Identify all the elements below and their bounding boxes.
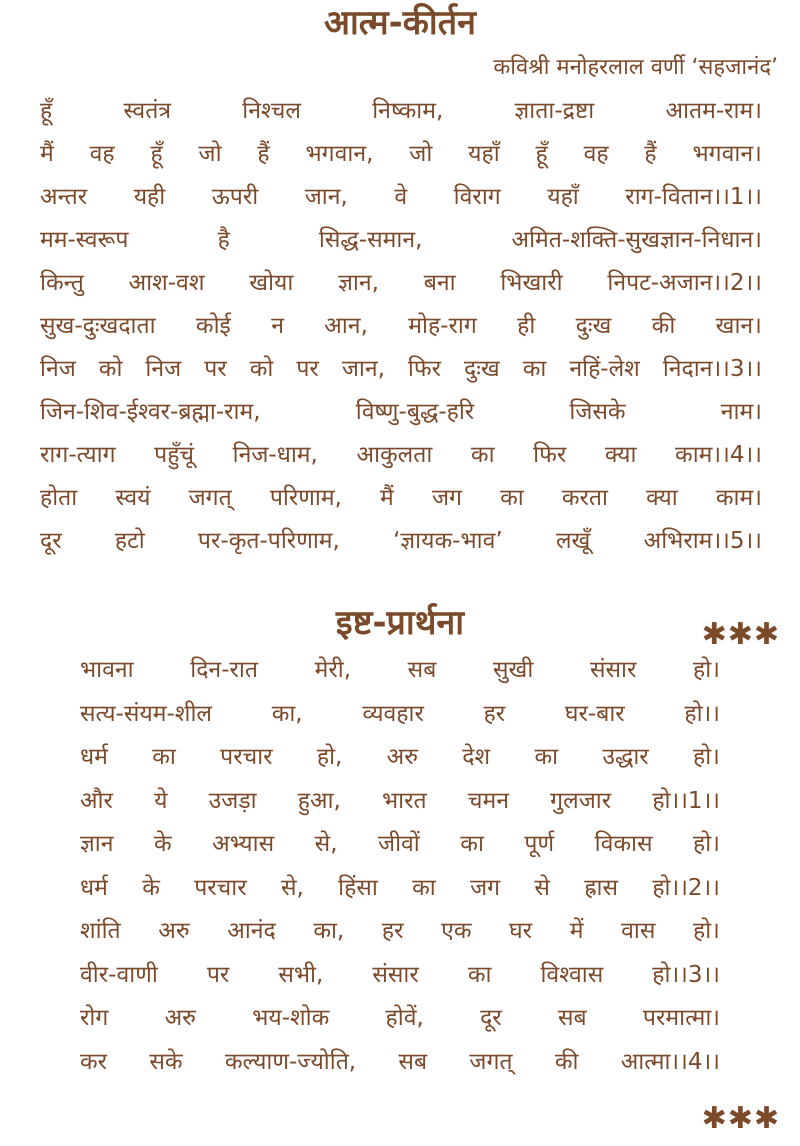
verse-word: न [271,313,284,339]
verse-word: जगत् [188,485,232,511]
verse-word: यहाँ [468,141,500,167]
verse-word: निपट-अजान।।2।। [607,270,762,296]
verse-word: देश [462,744,491,770]
verse-word: राग-वितान।।1।। [625,184,762,210]
verse-word: कल्याण-ज्योति, [224,1048,357,1075]
verse-word: हो।।3।। [652,961,720,988]
verse-word: हैं [257,141,270,167]
section2-verse-line-6 [80,874,720,901]
verse-word: पर [204,356,227,382]
verse-word: हो।। [684,700,720,727]
verse-word: हो। [692,918,720,944]
verse-word: पहुँचूं [154,442,195,468]
verse-word: जगत् [469,1048,513,1075]
verse-word: का [470,442,495,468]
verse-word: फिर [407,356,442,382]
verse-word: विकास [594,831,653,857]
verse-word: भावना [80,657,134,683]
verse-word: का, [313,918,345,944]
section1-verse-line-11 [40,530,762,553]
verse-word: की [651,313,676,339]
verse-word: विश्वास [540,961,604,988]
verse-word: क्या [604,442,637,468]
verse-word: विराग [453,184,501,210]
verse-word: निष्काम, [372,98,444,124]
verse-word: ऊपरी [211,184,259,210]
verse-word: फिर [533,442,567,468]
section2-verse-line-3 [80,746,720,769]
section2-title: इष्ट-प्रार्थना [335,603,465,643]
verse-word: का [467,961,492,988]
verse-word: मेरी, [314,657,352,683]
verse-word: दूर [40,528,62,554]
verse-word: पर [206,961,230,988]
verse-word: बना [423,270,456,296]
section1-verse-line-10 [40,487,762,510]
verse-word: आन, [324,313,368,339]
verse-word: को [98,356,123,382]
verse-word: यहाँ [547,184,579,210]
verse-word: होवें, [385,1005,424,1031]
section1-verse-line-3 [40,186,762,209]
verse-word: काम। [715,485,762,511]
verse-word: यही [133,184,166,210]
section1-verse-line-8 [40,401,762,424]
verse-word: संसार [372,961,419,988]
verse-word: हो। [693,744,720,770]
verse-word: मम-स्वरूप [40,227,129,253]
verse-word: अन्तर [40,184,88,210]
verse-word: सब [407,657,437,683]
verse-word: पूर्ण [524,831,555,857]
verse-word: पर-कृत-परिणाम, [197,528,340,554]
verse-word: वीर-वाणी [80,961,158,988]
verse-word: के [153,831,172,857]
verse-word: निश्चल [242,98,301,124]
verse-word: हर [381,918,404,944]
verse-word: दुःख [575,313,612,339]
verse-word: रोग [80,1005,109,1031]
verse-word: का [412,874,436,901]
verse-word: भगवान, [305,141,374,167]
section2-verse-line-8 [80,961,720,988]
verse-word: हैं [644,141,657,167]
verse-word: घर-बार [564,700,625,727]
verse-word: लखूँ [555,528,591,554]
verse-word: होता [40,485,78,511]
verse-word: जग [431,485,462,511]
verse-word: कर [80,1048,108,1075]
verse-word: निज [145,356,182,382]
verse-word: हो। [693,657,720,683]
verse-word: आश-वश [128,270,205,296]
verse-word: दुःख [464,356,500,382]
verse-word: से [534,874,550,901]
verse-word: का, [271,700,303,727]
verse-word: एक [441,918,472,944]
verse-word: परचार [220,744,273,770]
verse-word: का [152,744,176,770]
verse-word: आत्मा।।4।। [620,1048,720,1075]
verse-word: से, [280,874,304,901]
verse-word: उजड़ा [208,787,257,814]
verse-word: पर [296,356,319,382]
verse-word: के [142,874,160,901]
section1-verse-line-6 [40,315,762,338]
section1-verse-line-4 [40,229,762,252]
verse-word: का [460,831,484,857]
verse-word: में [569,918,584,944]
verse-word: अरु [164,1005,196,1031]
verse-word: जो [198,141,222,167]
verse-word: जान, [341,356,385,382]
verse-word: परमात्मा। [642,1005,720,1031]
verse-word: ज्ञान, [338,270,379,296]
verse-word: विष्णु-बुद्ध-हरि [355,399,475,425]
section2-verse-line-1 [80,659,720,682]
verse-word: निदान।।3।। [662,356,762,382]
verse-word: हूँ [150,141,163,167]
verse-word: है [217,227,230,253]
verse-word: नहिं-लेश [569,356,640,382]
ornament-stars-top: ✱✱✱ [701,617,780,652]
verse-word: ह्रास [584,874,618,901]
section1-verse-line-5 [40,272,762,295]
author-credit: कविश्री मनोहरलाल वर्णी ‘सहजानंद’ [493,55,778,80]
verse-word: अमित-शक्ति-सुखज्ञान-निधान। [511,227,762,253]
verse-word: परिणाम, [269,485,342,511]
verse-word: व्यवहार [362,700,424,727]
verse-word: को [249,356,274,382]
verse-word: परचार [194,874,247,901]
verse-word: राग-त्याग [40,442,116,468]
verse-word: किन्तु [40,270,84,296]
verse-word: शांति [80,918,121,944]
verse-word: से, [314,831,338,857]
verse-word: आनंद [227,918,276,944]
verse-word: धर्म [80,874,108,901]
verse-word: का [534,744,559,770]
verse-word: वे [394,184,408,210]
verse-word: मैं [380,485,394,511]
verse-word: ज्ञाता-द्रष्टा [514,98,595,124]
verse-word: हर [483,700,506,727]
verse-word: उद्धार [602,744,649,770]
verse-word: सके [149,1048,183,1075]
ornament-stars-bottom: ✱✱✱ [701,1101,780,1136]
verse-word: सुख-दुःखदाता [40,313,156,339]
verse-word: चमन [467,787,509,814]
verse-word: खान। [715,313,762,339]
verse-word: घर [509,918,533,944]
verse-word: हुआ, [297,787,341,814]
section2-verse-line-7 [80,920,720,943]
verse-word: स्वयं [115,485,151,511]
verse-word: दिन-रात [190,657,258,683]
section2-verse-line-4 [80,787,720,814]
verse-word: मैं [40,141,54,167]
verse-word: गुलजार [550,787,612,814]
section2-verse-line-9 [80,1007,720,1030]
verse-word: धर्म [80,744,108,770]
verse-word: नाम। [720,399,762,425]
section1-title: आत्म-कीर्तन [324,3,476,43]
verse-word: आकुलता [356,442,433,468]
verse-word: ये [154,787,168,814]
verse-word: वह [583,141,609,167]
verse-word: हटो [114,528,145,554]
verse-word: जो [409,141,433,167]
verse-word: का [522,356,547,382]
section1-verse-line-7 [40,358,762,381]
verse-word: जान, [304,184,348,210]
verse-word: की [554,1048,579,1075]
verse-word: अभ्यास [212,831,275,857]
verse-word: अरु [158,918,190,944]
verse-word: हो, [316,744,343,770]
verse-word: हूँ [40,98,53,124]
verse-word: जीवों [378,831,420,857]
verse-word: ‘ज्ञायक-भाव’ [393,528,503,554]
verse-word: वह [89,141,115,167]
verse-word: कोई [195,313,231,339]
section1-verse-line-9 [40,444,762,467]
verse-word: हूँ [535,141,548,167]
verse-word: अरु [386,744,418,770]
verse-word: भगवान। [692,141,762,167]
verse-word: ज्ञान [80,831,114,857]
verse-word: स्वतंत्र [123,98,172,124]
verse-word: हो।।1।। [652,787,720,814]
verse-word: करता [561,485,608,511]
verse-word: भय-शोक [252,1005,330,1031]
verse-word: का [500,485,524,511]
verse-word: सत्य-संयम-शील [80,700,212,727]
verse-word: सब [557,1005,587,1031]
section1-verse-line-2 [40,143,762,166]
verse-word: निज [40,356,76,382]
verse-word: सभी, [278,961,324,988]
verse-word: भिखारी [500,270,563,296]
section2-verse-line-5 [80,833,720,856]
verse-word: संसार [589,657,637,683]
verse-word: वास [621,918,656,944]
verse-word: सब [398,1048,428,1075]
verse-word: हो। [693,831,720,857]
verse-word: जिन-शिव-ईश्वर-ब्रह्मा-राम, [40,399,261,425]
verse-word: जिसके [569,399,626,425]
verse-word: अभिराम।।5।। [643,528,762,554]
verse-word: हो।।2।। [652,874,720,901]
verse-word: खोया [249,270,294,296]
section2-verse-line-2 [80,700,720,727]
section1-verse-line-1 [40,100,762,123]
verse-word: निज-धाम, [232,442,318,468]
verse-word: जग [470,874,501,901]
verse-word: ही [517,313,536,339]
verse-word: सुखी [492,657,534,683]
verse-word: भारत [382,787,427,814]
verse-word: काम।।4।। [675,442,762,468]
verse-word: आतम-राम। [665,98,762,124]
verse-word: दूर [480,1005,502,1031]
verse-word: सिद्ध-समान, [318,227,423,253]
verse-word: और [80,787,113,814]
verse-word: हिंसा [338,874,378,901]
verse-word: मोह-राग [408,313,477,339]
verse-word: क्या [646,485,678,511]
section2-verse-line-10 [80,1048,720,1075]
